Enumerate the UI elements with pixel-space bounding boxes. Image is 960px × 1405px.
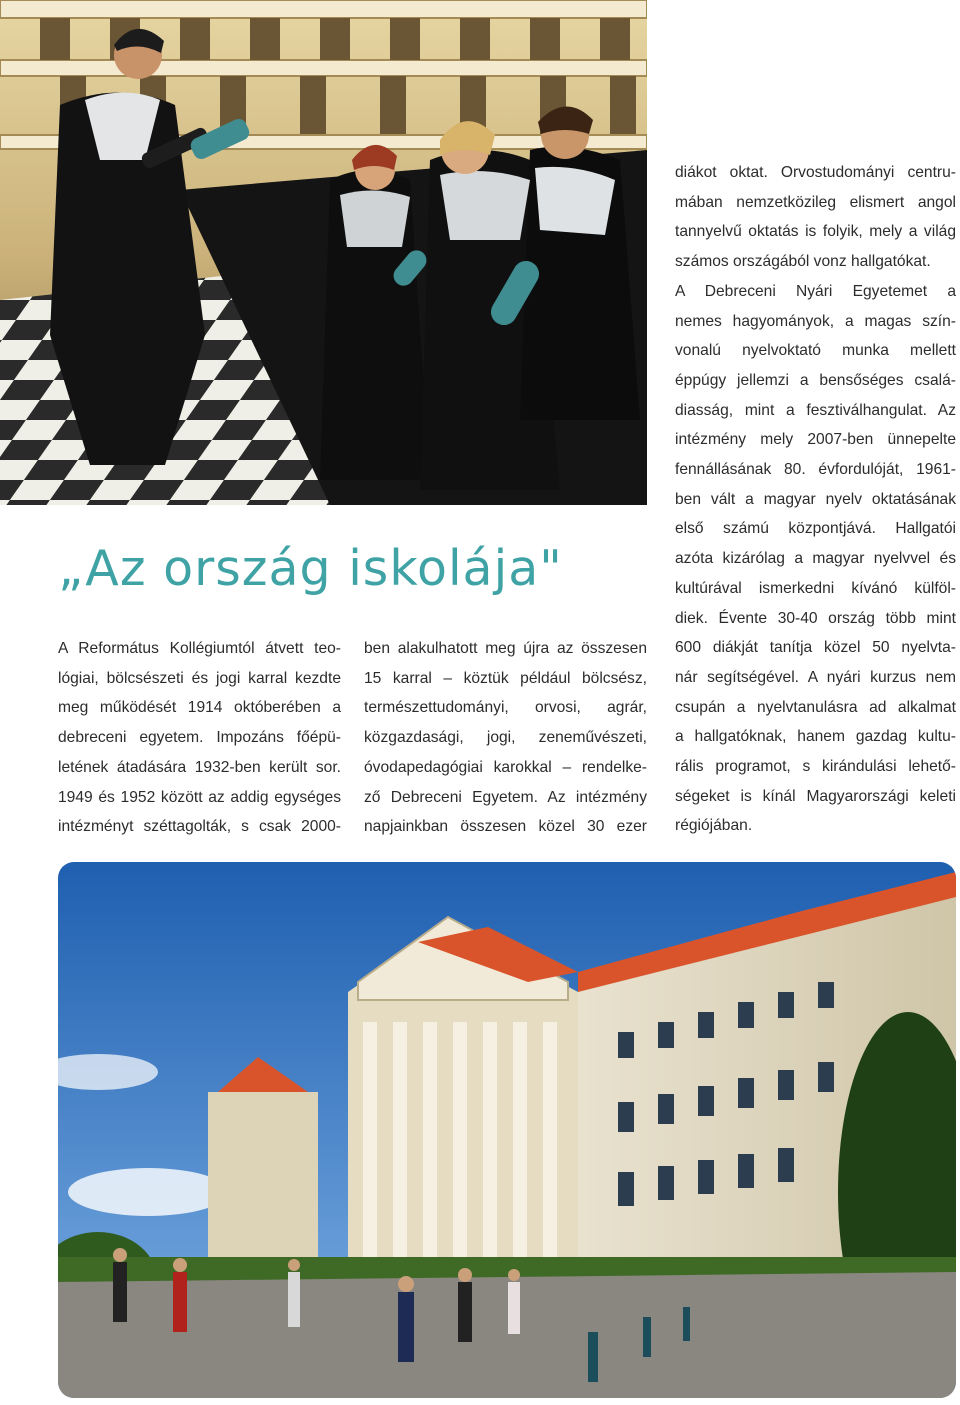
text-line: fennállásának 80. évfordulóját, 1961-: [675, 461, 956, 479]
text-line: rális programot, s kirándulási lehető-: [675, 758, 956, 776]
text-line: letének átadására 1932-ben került sor.: [58, 758, 341, 776]
text-line: közgazdasági, jogi, zeneművészeti,: [364, 729, 647, 747]
text-line: mában nemzetközileg elismert angol: [675, 193, 956, 211]
text-line: 15 karral – köztük például bölcsész,: [364, 669, 647, 687]
text-line: debreceni egyetem. Impozáns főépü-: [58, 729, 341, 747]
text-line: azóta kizárólag a magyar nyelvvel és: [675, 550, 956, 568]
text-line: kultúrával ismerkedni kívánó külföl-: [675, 579, 956, 597]
text-line: intézményt széttagolták, s csak 2000-: [58, 818, 341, 836]
text-line: ző Debreceni Egyetem. Az intézmény: [364, 788, 647, 806]
graduation-ceremony-photo: [0, 0, 647, 505]
text-column-3: [675, 158, 956, 841]
text-line: csupán a nyelvtanulásra ad alkalmat: [675, 698, 956, 716]
text-column-1: [58, 634, 341, 842]
text-line: tannyelvű oktatás is folyik, mely a világ: [675, 223, 956, 241]
text-line: első számú központjává. Hallgatói: [675, 520, 956, 538]
text-line: éppúgy jellemzi a bensőséges csalá-: [675, 371, 956, 389]
text-line: nár segítségével. A nyári kurzus nem: [675, 668, 956, 686]
text-line: vonalú nyelvoktató munka mellett: [675, 342, 956, 360]
text-line: intézmény mely 2007-ben ünnepelte: [675, 431, 956, 449]
text-column-2: [364, 634, 647, 842]
text-line: diek. Évente 30-40 ország több mint: [675, 609, 956, 627]
article-headline: „Az ország iskolája": [58, 540, 563, 597]
text-line: 1949 és 1952 között az addig egységes: [58, 788, 341, 806]
text-line: ben alakulhatott meg újra az összesen: [364, 640, 647, 657]
text-line: 600 diákját tanítja közel 50 nyelvta-: [675, 639, 956, 657]
text-line: óvodapedagógiai karokkal – rendelke-: [364, 758, 647, 776]
text-line: természettudományi, orvosi, agrár,: [364, 699, 647, 717]
text-line: a hallgatóknak, hanem gazdag kultu-: [675, 728, 956, 746]
text-line: A Református Kollégiumtól átvett teo-: [58, 640, 341, 657]
text-line: napjainkban összesen közel 30 ezer: [364, 818, 647, 836]
text-line: ben vált a magyar nyelv oktatásának: [675, 490, 956, 508]
text-line: nemes hagyományok, a magas szín-: [675, 312, 956, 330]
text-line: diasság, mint a fesztiválhangulat. Az: [675, 401, 956, 419]
university-building-photo: [58, 862, 956, 1398]
text-line: diákot oktat. Orvostudományi centru-: [675, 164, 956, 181]
text-line: A Debreceni Nyári Egyetemet a: [675, 282, 956, 300]
text-line: számos országából vonz hallgatókat.: [675, 253, 931, 271]
text-line: régiójában.: [675, 817, 753, 835]
text-line: lógiai, bölcsészeti és jogi karral kezdte: [58, 669, 341, 687]
text-line: meg működését 1914 októberében a: [58, 699, 341, 717]
text-line: ségeket is kínál Magyarországi keleti: [675, 787, 956, 805]
